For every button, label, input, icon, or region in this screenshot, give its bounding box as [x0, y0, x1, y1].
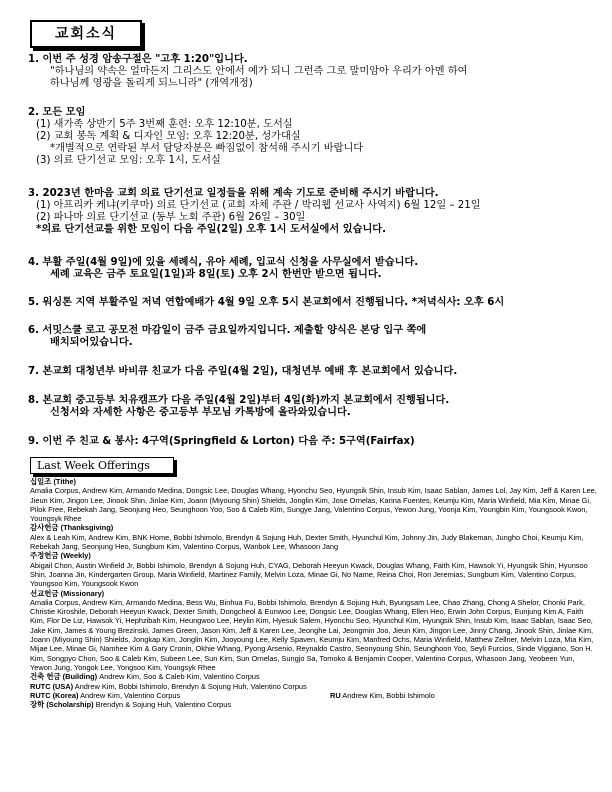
- notice-1-heading: 1. 이번 주 성경 암송구절은 "고후 1:20"입니다.: [28, 54, 248, 65]
- page-title: 교회소식: [30, 20, 142, 48]
- notice-9: [28, 436, 598, 448]
- weekly-label: 주정헌금 (Weekly): [30, 551, 91, 561]
- notice-3: [28, 188, 598, 236]
- thanksgiving-names: Alex & Leah Kim, Andrew Kim, BNK Home, Bobbi Ishimolo, Brendyn & Sojung Huh, Dexter Smith, Hyunchul Kim, Johnny Jin, Judy Blakeman, Jungho Choi, Keumju Kim, Rebekah Jang, Seonjung Heo, Sungbum Kim, Valentino Corpus, Wanbok Lee, Whasoon Jang: [30, 532, 584, 552]
- notice-5: [28, 297, 598, 309]
- rutc-usa-names: Andrew Kim, Bobbi Ishimolo, Brendyn & Sojung Huh, Valentino Corpus: [74, 681, 307, 691]
- offerings-title: Last Week Offerings: [30, 457, 174, 474]
- notice-6-heading: 6. 서밋스쿨 로고 공모전 마감일이 금주 금요일까지입니다. 제출할 양식은 본당 입구 쪽에: [28, 325, 427, 336]
- notice-4: [28, 257, 598, 281]
- notice-2: [28, 107, 598, 167]
- rutc-usa-row: [30, 682, 598, 691]
- notice-8: [28, 395, 598, 419]
- building-label: 건축 헌금 (Building): [30, 672, 98, 682]
- rutc-korea-ru-row: [30, 691, 598, 700]
- notice-4-detail: 세례 교육은 금주 토요일(1일)과 8일(토) 오후 2시 한번만 받으면 됩니다.: [50, 269, 382, 280]
- notice-3-note: *의료 단기선교를 위한 모임이 다음 주일(2일) 오후 1시 도서실에서 있습니다.: [36, 224, 386, 235]
- scholarship-row: [30, 700, 598, 709]
- scholarship-names: Brendyn & Sojung Huh, Valentino Corpus: [95, 700, 232, 710]
- thanksgiving-label: 감사헌금 (Thanksgiving): [30, 523, 114, 533]
- rutc-korea-label: RUTC (Korea): [30, 690, 79, 700]
- notice-7-heading: 7. 본교회 대청년부 바비큐 친교가 다음 주일(4월 2일), 대청년부 예배 후 본교회에서 있습니다.: [28, 366, 458, 377]
- notice-1-verse-line1: "하나님의 약속은 얼마든지 그리스도 안에서 예가 되니 그런즉 그로 말미암아 우리가 아멘 하여: [50, 66, 468, 77]
- notice-9-heading: 9. 이번 주 친교 & 봉사: 4구역(Springfield & Lorton) 다음 주: 5구역(Fairfax): [28, 436, 415, 447]
- missionary-label: 선교헌금 (Missionary): [30, 588, 105, 598]
- notice-2-note: *개별적으로 연락된 부서 담당자분은 빠짐없이 참석해 주시기 바랍니다: [50, 143, 364, 154]
- notice-2-item3: (3) 의료 단기선교 모임: 오후 1시, 도서실: [36, 155, 221, 166]
- tithe-names: Amalia Corpus, Andrew Kim, Armando Medina, Dongsic Lee, Douglas Whang, Hyonchu Seo, Hyungsik Shin, Insub Kim, Isaac Sablan, James Lol, Jay Kim, Jeff & Karen Lee, Jieun Kim, Jingon Lee, Jinook Shin, Jinlae Kim, Joann (Miyoung Shin) Shields, Jonglin Kim, Jose Ornelas, Karina Fuentes, Keumju Kim, Maria Winfield, Mia Kim, Minae Gi, Pilok Free, Rebekah Jang, Seonjung Heo, Seunghoon Yoo, Soo & Caleb Kim, Sungye Jang, Valentino Corpus, Yewon Jung, Yoonja Kim, Youngbin Kim, Youngsook Kwon, Youngsyk Rhee: [30, 486, 597, 524]
- notice-6: [28, 325, 598, 349]
- notice-4-heading: 4. 부활 주일(4월 9일)에 있을 세례식, 유아 세례, 입교식 신청을 사무실에서 받습니다.: [28, 257, 419, 268]
- notice-2-item1: (1) 새가족 상반기 5주 3번째 훈련: 오후 12:10분, 도서실: [36, 119, 293, 130]
- notice-2-item2: (2) 교회 봉독 계획 & 디자인 모임: 오후 12:20분, 성가대실: [36, 131, 301, 142]
- building-names: Andrew Kim, Soo & Caleb Kim, Valentino Corpus: [99, 672, 260, 682]
- notice-3-heading: 3. 2023년 한마음 교회 의료 단기선교 일정들을 위해 계속 기도로 준비해 주시기 바랍니다.: [28, 188, 439, 199]
- building-row: [30, 672, 598, 681]
- weekly-names: Abigail Chon, Austin Winfield Jr, Bobbi Ishimolo, Brendyn & Sojung Huh, CYAG, Deborah Heeyun Kwack, Douglas Whang, Faith Kim, Hawsok Yi, Hyungsik Shin, Hyunsoo Shin, Joanna Jin, Kindergarten Group, Maria Winfield, Martinez Family, Melvin Loza, Minae Gi, No Name, Reina Choi, Ron Jeremias, Sungbum Kim, Valentino Corpus, Youngsoo Kim, Youngsook Kwon: [30, 560, 588, 589]
- rutc-usa-label: RUTC (USA): [30, 681, 74, 691]
- notice-8-detail: 신청서와 자세한 사항은 중고등부 부모님 카톡방에 올라와있습니다.: [50, 407, 351, 418]
- notice-7: [28, 366, 598, 378]
- notice-5-heading: 5. 워싱톤 지역 부활주일 저녁 연합예배가 4월 9일 오후 5시 본교회에서 진행됩니다. *저녁식사: 오후 6시: [28, 297, 505, 308]
- notice-1-verse-line2: 하나님께 영광을 돌리게 되느니라" (개역개정): [50, 78, 253, 89]
- ru-label: RU: [330, 690, 341, 700]
- notice-2-heading: 2. 모든 모임: [28, 107, 86, 118]
- notice-3-item1: (1) 아프리카 케냐(키쿠마) 의료 단기선교 (교회 자체 주관 / 박리웹 선교사 사역지) 6월 12일 – 21일: [36, 200, 481, 211]
- rutc-korea-names: Andrew Kim, Valentino Corpus: [80, 690, 181, 700]
- notice-3-item2: (2) 파나마 의료 단기선교 (동부 노회 주관) 6월 26일 – 30일: [36, 212, 306, 223]
- ru-names: Andrew Kim, Bobbi Ishimolo: [342, 690, 435, 700]
- scholarship-label: 장학 (Scholarship): [30, 700, 94, 710]
- missionary-names: Amalia Corpus, Andrew Kim, Armando Medina, Bess Wu, Binhua Fu, Bobbi Ishimolo, Brendyn & Sojung Huh, Byungsam Lee, Chao Zhang, Chong A Shelor, Chonki Park, Christie Kiroshile, Deborah Heeyun Kwack, Dexter Smith, Dongcheol & Eunwoo Lee, Dongsic Lee, Douglas Whang, Ellen Heo, Erwin John Corpus, Eunjung Kim A, Faith Kim, Flor De Liz, Hawsok Yi, Hephzibah Kim, Heungwoo Lee, Heylin Kim, Hyesuk Salem, Hyonchu Seo, Hyunchul Kim, Hyungsik Shin, Insub Kim, Isaac Sablan, Isaac Seo, Jake Kim, James & Young Brezinski, James Green, Jason Kim, Jeff & Karen Lee, Jeonghe Lai, Jeongmin Joo, Jieun Kim, Jingon Lee, Jinny Chang, Jinook Shin, Jinlae Kim, Joann (Miyoung Shin) Shields, Jongkap Kim, Jonglin Kim, Jooyoung Lee, Kelly Spaven, Keumju Kim, Manfred Ochs, Maria Winfield, Matthew Zellner, Melvin Loza, Mia Kim, Mijae Lee, Minae Gi, Namhee Kim & Gary Cronin, Okhie Whang, Pyong Arsenio, Reynaldo Castro, Seonyoung Shin, Seunghoon Yoo, Seyli Furcios, Sinde Viggiano, Son H. Kim, Songpyo Chon, Soo & Caleb Kim, Subeen Lee, Sun Kim, Sun Ornelas, Sungjo Sa, Tomoko & Benjamin Cooper, Valentino Corpus, Whasoon Jang, Yeobeen Yun, Yewon Jung, Yongok Lee, Yongsoo Kim, Youngsyk Rhee: [30, 597, 594, 672]
- notice-8-heading: 8. 본교회 중고등부 치유캠프가 다음 주일(4월 2일)부터 4일(화)까지 본교회에서 진행됩니다.: [28, 395, 450, 406]
- offerings-list: [30, 477, 598, 709]
- notice-1: [28, 54, 598, 90]
- tithe-label: 십일조 (Tithe): [30, 477, 76, 486]
- notice-6-detail: 배치되어있습니다.: [50, 337, 133, 348]
